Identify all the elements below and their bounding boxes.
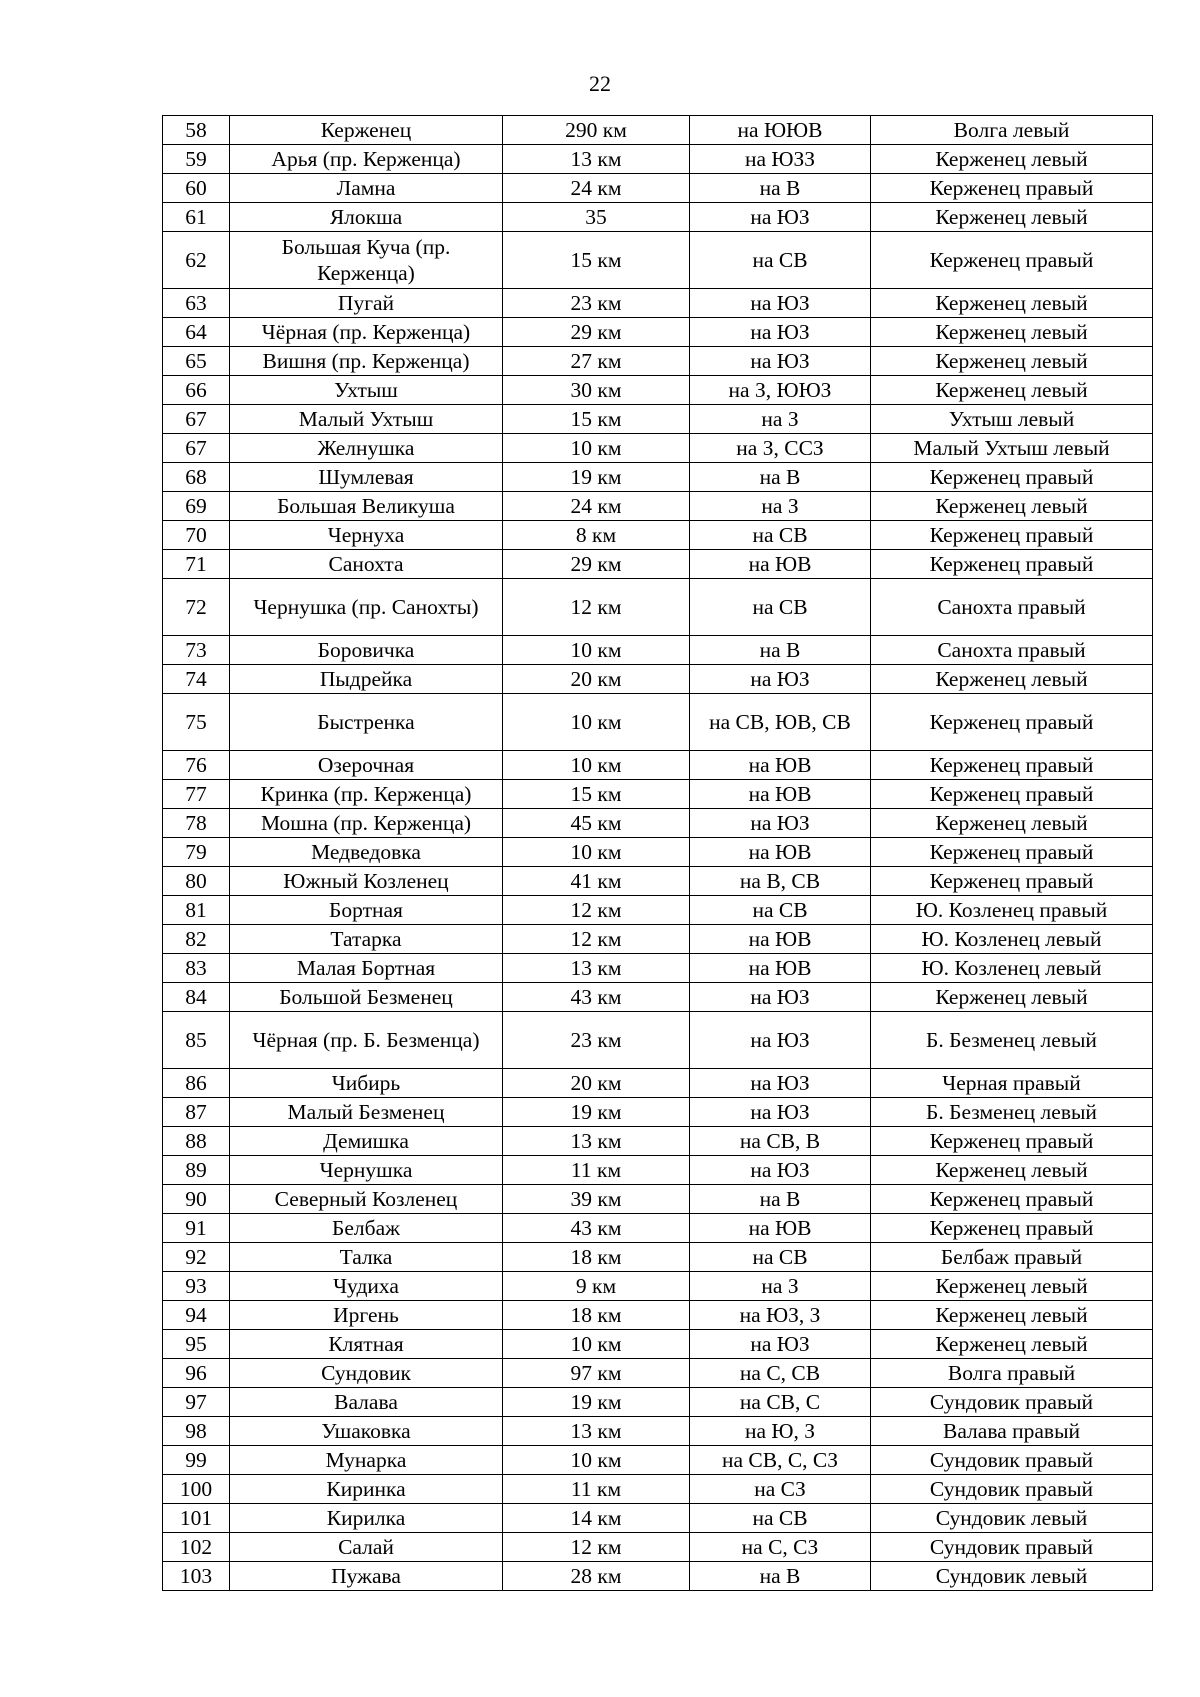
flow-direction-cell: на С, СЗ [690, 1533, 871, 1562]
table-row [163, 780, 1153, 809]
river-length-cell: 13 км [503, 145, 690, 174]
river-name-cell: Пужава [230, 1562, 503, 1591]
row-number-cell: 58 [163, 116, 230, 145]
river-name-cell: Ушаковка [230, 1417, 503, 1446]
table-row [163, 116, 1153, 145]
row-number-cell: 75 [163, 694, 230, 751]
flow-direction-cell: на СВ [690, 232, 871, 289]
row-number-cell: 94 [163, 1301, 230, 1330]
row-number-cell: 69 [163, 492, 230, 521]
river-name-cell: Керженец [230, 116, 503, 145]
river-name-cell: Татарка [230, 925, 503, 954]
table-row [163, 1301, 1153, 1330]
row-number-cell: 62 [163, 232, 230, 289]
mouth-bank-cell: Керженец правый [871, 838, 1153, 867]
river-name-cell: Демишка [230, 1127, 503, 1156]
river-length-cell: 23 км [503, 289, 690, 318]
river-length-cell: 11 км [503, 1475, 690, 1504]
river-length-cell: 9 км [503, 1272, 690, 1301]
flow-direction-cell: на СВ [690, 521, 871, 550]
mouth-bank-cell: Б. Безменец левый [871, 1012, 1153, 1069]
flow-direction-cell: на ЮЗ [690, 347, 871, 376]
row-number-cell: 73 [163, 636, 230, 665]
row-number-cell: 102 [163, 1533, 230, 1562]
river-length-cell: 29 км [503, 550, 690, 579]
table-row [163, 665, 1153, 694]
table-row [163, 145, 1153, 174]
table-row [163, 1185, 1153, 1214]
table-row [163, 1417, 1153, 1446]
river-name-cell: Талка [230, 1243, 503, 1272]
river-name-cell: Ламна [230, 174, 503, 203]
mouth-bank-cell: Керженец правый [871, 1214, 1153, 1243]
flow-direction-cell: на ЮВ [690, 925, 871, 954]
mouth-bank-cell: Волга левый [871, 116, 1153, 145]
mouth-bank-cell: Керженец правый [871, 463, 1153, 492]
mouth-bank-cell: Керженец левый [871, 809, 1153, 838]
row-number-cell: 92 [163, 1243, 230, 1272]
river-length-cell: 10 км [503, 434, 690, 463]
flow-direction-cell: на В [690, 1185, 871, 1214]
row-number-cell: 84 [163, 983, 230, 1012]
river-name-cell: Большая Великуша [230, 492, 503, 521]
river-name-cell: Малая Бортная [230, 954, 503, 983]
table-row [163, 1156, 1153, 1185]
row-number-cell: 80 [163, 867, 230, 896]
river-length-cell: 24 км [503, 174, 690, 203]
row-number-cell: 98 [163, 1417, 230, 1446]
flow-direction-cell: на ЮЗ [690, 1156, 871, 1185]
river-length-cell: 19 км [503, 1388, 690, 1417]
mouth-bank-cell: Санохта правый [871, 579, 1153, 636]
row-number-cell: 100 [163, 1475, 230, 1504]
row-number-cell: 79 [163, 838, 230, 867]
river-length-cell: 12 км [503, 579, 690, 636]
table-row [163, 1475, 1153, 1504]
river-name-cell: Чёрная (пр. Б. Безменца) [230, 1012, 503, 1069]
table-row [163, 954, 1153, 983]
river-length-cell: 29 км [503, 318, 690, 347]
river-length-cell: 18 км [503, 1243, 690, 1272]
table-row [163, 434, 1153, 463]
row-number-cell: 95 [163, 1330, 230, 1359]
row-number-cell: 93 [163, 1272, 230, 1301]
river-name-cell: Озерочная [230, 751, 503, 780]
river-name-cell: Мошна (пр. Керженца) [230, 809, 503, 838]
river-length-cell: 10 км [503, 636, 690, 665]
mouth-bank-cell: Керженец левый [871, 1330, 1153, 1359]
table-row [163, 838, 1153, 867]
flow-direction-cell: на З [690, 492, 871, 521]
flow-direction-cell: на В [690, 1562, 871, 1591]
river-length-cell: 35 [503, 203, 690, 232]
river-name-cell: Боровичка [230, 636, 503, 665]
table-row [163, 463, 1153, 492]
river-length-cell: 8 км [503, 521, 690, 550]
table-row [163, 376, 1153, 405]
row-number-cell: 77 [163, 780, 230, 809]
mouth-bank-cell: Керженец левый [871, 665, 1153, 694]
river-name-cell: Чибирь [230, 1069, 503, 1098]
mouth-bank-cell: Керженец левый [871, 347, 1153, 376]
row-number-cell: 65 [163, 347, 230, 376]
river-length-cell: 10 км [503, 1446, 690, 1475]
mouth-bank-cell: Сундовик левый [871, 1562, 1153, 1591]
table-row [163, 1069, 1153, 1098]
table-row [163, 867, 1153, 896]
river-length-cell: 15 км [503, 780, 690, 809]
mouth-bank-cell: Керженец левый [871, 203, 1153, 232]
mouth-bank-cell: Керженец правый [871, 867, 1153, 896]
flow-direction-cell: на СВ [690, 896, 871, 925]
river-length-cell: 28 км [503, 1562, 690, 1591]
row-number-cell: 61 [163, 203, 230, 232]
table-row [163, 232, 1153, 289]
river-name-cell: Киринка [230, 1475, 503, 1504]
river-name-cell: Ялокша [230, 203, 503, 232]
row-number-cell: 67 [163, 405, 230, 434]
river-name-cell: Валава [230, 1388, 503, 1417]
flow-direction-cell: на ЮЗ [690, 318, 871, 347]
river-length-cell: 10 км [503, 751, 690, 780]
river-name-cell: Северный Козленец [230, 1185, 503, 1214]
row-number-cell: 59 [163, 145, 230, 174]
mouth-bank-cell: Керженец левый [871, 983, 1153, 1012]
table-row [163, 896, 1153, 925]
row-number-cell: 81 [163, 896, 230, 925]
row-number-cell: 88 [163, 1127, 230, 1156]
flow-direction-cell: на ЮЗ [690, 1330, 871, 1359]
river-length-cell: 19 км [503, 463, 690, 492]
river-length-cell: 12 км [503, 1533, 690, 1562]
row-number-cell: 91 [163, 1214, 230, 1243]
flow-direction-cell: на ЮЗ [690, 203, 871, 232]
flow-direction-cell: на В, СВ [690, 867, 871, 896]
mouth-bank-cell: Керженец правый [871, 780, 1153, 809]
river-name-cell: Пугай [230, 289, 503, 318]
flow-direction-cell: на СВ, ЮВ, СВ [690, 694, 871, 751]
river-length-cell: 14 км [503, 1504, 690, 1533]
river-length-cell: 23 км [503, 1012, 690, 1069]
flow-direction-cell: на В [690, 463, 871, 492]
flow-direction-cell: на СЗ [690, 1475, 871, 1504]
river-name-cell: Санохта [230, 550, 503, 579]
flow-direction-cell: на ЮЗ [690, 289, 871, 318]
river-length-cell: 12 км [503, 925, 690, 954]
table-row [163, 289, 1153, 318]
mouth-bank-cell: Б. Безменец левый [871, 1098, 1153, 1127]
mouth-bank-cell: Керженец левый [871, 1156, 1153, 1185]
row-number-cell: 66 [163, 376, 230, 405]
river-name-cell: Бортная [230, 896, 503, 925]
rivers-table [162, 115, 1153, 1591]
river-name-cell: Быстренка [230, 694, 503, 751]
row-number-cell: 71 [163, 550, 230, 579]
mouth-bank-cell: Керженец правый [871, 694, 1153, 751]
flow-direction-cell: на З [690, 1272, 871, 1301]
mouth-bank-cell: Валава правый [871, 1417, 1153, 1446]
river-name-cell: Ухтыш [230, 376, 503, 405]
mouth-bank-cell: Санохта правый [871, 636, 1153, 665]
river-name-cell: Пыдрейка [230, 665, 503, 694]
row-number-cell: 83 [163, 954, 230, 983]
flow-direction-cell: на ЮЗ [690, 1012, 871, 1069]
mouth-bank-cell: Керженец левый [871, 492, 1153, 521]
river-name-cell: Чернушка [230, 1156, 503, 1185]
row-number-cell: 67 [163, 434, 230, 463]
flow-direction-cell: на СВ, С [690, 1388, 871, 1417]
table-row [163, 1214, 1153, 1243]
mouth-bank-cell: Ухтыш левый [871, 405, 1153, 434]
table-row [163, 1127, 1153, 1156]
flow-direction-cell: на З, ССЗ [690, 434, 871, 463]
river-length-cell: 41 км [503, 867, 690, 896]
mouth-bank-cell: Керженец левый [871, 376, 1153, 405]
mouth-bank-cell: Керженец правый [871, 1185, 1153, 1214]
flow-direction-cell: на В [690, 636, 871, 665]
row-number-cell: 87 [163, 1098, 230, 1127]
row-number-cell: 90 [163, 1185, 230, 1214]
flow-direction-cell: на ЮЗ [690, 665, 871, 694]
mouth-bank-cell: Керженец правый [871, 232, 1153, 289]
flow-direction-cell: на ЮВ [690, 751, 871, 780]
river-length-cell: 290 км [503, 116, 690, 145]
river-length-cell: 20 км [503, 1069, 690, 1098]
river-length-cell: 13 км [503, 1417, 690, 1446]
mouth-bank-cell: Сундовик правый [871, 1533, 1153, 1562]
row-number-cell: 85 [163, 1012, 230, 1069]
row-number-cell: 60 [163, 174, 230, 203]
river-length-cell: 19 км [503, 1098, 690, 1127]
table-row [163, 550, 1153, 579]
table-row [163, 347, 1153, 376]
table-row [163, 1012, 1153, 1069]
river-length-cell: 43 км [503, 1214, 690, 1243]
flow-direction-cell: на СВ [690, 579, 871, 636]
table-row [163, 751, 1153, 780]
table-row [163, 809, 1153, 838]
river-name-cell: Вишня (пр. Керженца) [230, 347, 503, 376]
river-name-cell: Сундовик [230, 1359, 503, 1388]
river-name-cell: Медведовка [230, 838, 503, 867]
row-number-cell: 86 [163, 1069, 230, 1098]
row-number-cell: 103 [163, 1562, 230, 1591]
row-number-cell: 89 [163, 1156, 230, 1185]
river-name-cell: Иргень [230, 1301, 503, 1330]
river-length-cell: 13 км [503, 1127, 690, 1156]
flow-direction-cell: на СВ [690, 1243, 871, 1272]
river-name-cell: Шумлевая [230, 463, 503, 492]
mouth-bank-cell: Сундовик правый [871, 1446, 1153, 1475]
river-name-cell: Желнушка [230, 434, 503, 463]
river-name-cell: Большая Куча (пр. Керженца) [230, 232, 503, 289]
row-number-cell: 76 [163, 751, 230, 780]
flow-direction-cell: на ЮЗ, З [690, 1301, 871, 1330]
river-length-cell: 11 км [503, 1156, 690, 1185]
page-number: 22 [589, 71, 611, 96]
flow-direction-cell: на СВ, С, СЗ [690, 1446, 871, 1475]
table-row [163, 405, 1153, 434]
mouth-bank-cell: Ю. Козленец левый [871, 954, 1153, 983]
row-number-cell: 78 [163, 809, 230, 838]
flow-direction-cell: на ЮЗ [690, 1069, 871, 1098]
river-length-cell: 15 км [503, 405, 690, 434]
river-name-cell: Белбаж [230, 1214, 503, 1243]
river-length-cell: 10 км [503, 1330, 690, 1359]
flow-direction-cell: на СВ, В [690, 1127, 871, 1156]
mouth-bank-cell: Волга правый [871, 1359, 1153, 1388]
table-row [163, 579, 1153, 636]
mouth-bank-cell: Керженец правый [871, 751, 1153, 780]
flow-direction-cell: на З [690, 405, 871, 434]
flow-direction-cell: на ЮВ [690, 780, 871, 809]
mouth-bank-cell: Керженец левый [871, 1272, 1153, 1301]
river-name-cell: Кринка (пр. Керженца) [230, 780, 503, 809]
table-row [163, 925, 1153, 954]
river-length-cell: 27 км [503, 347, 690, 376]
row-number-cell: 72 [163, 579, 230, 636]
flow-direction-cell: на С, СВ [690, 1359, 871, 1388]
table-row [163, 521, 1153, 550]
table-row [163, 694, 1153, 751]
river-length-cell: 97 км [503, 1359, 690, 1388]
mouth-bank-cell: Керженец правый [871, 174, 1153, 203]
river-length-cell: 15 км [503, 232, 690, 289]
table-row [163, 1533, 1153, 1562]
row-number-cell: 74 [163, 665, 230, 694]
table-row [163, 1359, 1153, 1388]
mouth-bank-cell: Керженец левый [871, 1301, 1153, 1330]
mouth-bank-cell: Белбаж правый [871, 1243, 1153, 1272]
river-name-cell: Чернушка (пр. Санохты) [230, 579, 503, 636]
table-row [163, 492, 1153, 521]
table-row [163, 203, 1153, 232]
table-row [163, 983, 1153, 1012]
flow-direction-cell: на СВ [690, 1504, 871, 1533]
river-name-cell: Клятная [230, 1330, 503, 1359]
river-length-cell: 10 км [503, 838, 690, 867]
river-length-cell: 39 км [503, 1185, 690, 1214]
table-row [163, 1243, 1153, 1272]
river-name-cell: Большой Безменец [230, 983, 503, 1012]
row-number-cell: 96 [163, 1359, 230, 1388]
row-number-cell: 82 [163, 925, 230, 954]
mouth-bank-cell: Сундовик правый [871, 1388, 1153, 1417]
river-name-cell: Малый Безменец [230, 1098, 503, 1127]
table-row [163, 1098, 1153, 1127]
river-name-cell: Кирилка [230, 1504, 503, 1533]
table-row [163, 1504, 1153, 1533]
row-number-cell: 68 [163, 463, 230, 492]
flow-direction-cell: на ЮВ [690, 954, 871, 983]
table-row [163, 1446, 1153, 1475]
river-name-cell: Малый Ухтыш [230, 405, 503, 434]
table-row [163, 318, 1153, 347]
river-length-cell: 18 км [503, 1301, 690, 1330]
row-number-cell: 97 [163, 1388, 230, 1417]
table-row [163, 636, 1153, 665]
river-length-cell: 20 км [503, 665, 690, 694]
row-number-cell: 70 [163, 521, 230, 550]
mouth-bank-cell: Сундовик правый [871, 1475, 1153, 1504]
river-name-cell: Чернуха [230, 521, 503, 550]
mouth-bank-cell: Малый Ухтыш левый [871, 434, 1153, 463]
row-number-cell: 64 [163, 318, 230, 347]
mouth-bank-cell: Керженец правый [871, 521, 1153, 550]
mouth-bank-cell: Черная правый [871, 1069, 1153, 1098]
table-row [163, 1562, 1153, 1591]
flow-direction-cell: на ЮВ [690, 1214, 871, 1243]
mouth-bank-cell: Ю. Козленец левый [871, 925, 1153, 954]
river-length-cell: 13 км [503, 954, 690, 983]
flow-direction-cell: на Ю, З [690, 1417, 871, 1446]
river-length-cell: 12 км [503, 896, 690, 925]
table-row [163, 174, 1153, 203]
river-length-cell: 43 км [503, 983, 690, 1012]
flow-direction-cell: на ЮЗ [690, 1098, 871, 1127]
river-name-cell: Арья (пр. Керженца) [230, 145, 503, 174]
mouth-bank-cell: Керженец левый [871, 318, 1153, 347]
river-length-cell: 10 км [503, 694, 690, 751]
row-number-cell: 101 [163, 1504, 230, 1533]
flow-direction-cell: на В [690, 174, 871, 203]
mouth-bank-cell: Сундовик левый [871, 1504, 1153, 1533]
river-name-cell: Чёрная (пр. Керженца) [230, 318, 503, 347]
flow-direction-cell: на ЮВ [690, 838, 871, 867]
river-name-cell: Мунарка [230, 1446, 503, 1475]
mouth-bank-cell: Ю. Козленец правый [871, 896, 1153, 925]
table-row [163, 1388, 1153, 1417]
river-name-cell: Салай [230, 1533, 503, 1562]
river-length-cell: 45 км [503, 809, 690, 838]
river-length-cell: 24 км [503, 492, 690, 521]
mouth-bank-cell: Керженец правый [871, 1127, 1153, 1156]
river-name-cell: Южный Козленец [230, 867, 503, 896]
flow-direction-cell: на ЮЗЗ [690, 145, 871, 174]
flow-direction-cell: на ЮВ [690, 550, 871, 579]
row-number-cell: 63 [163, 289, 230, 318]
flow-direction-cell: на ЮЗ [690, 809, 871, 838]
row-number-cell: 99 [163, 1446, 230, 1475]
flow-direction-cell: на ЮЗ [690, 983, 871, 1012]
table-row [163, 1272, 1153, 1301]
flow-direction-cell: на З, ЮЮЗ [690, 376, 871, 405]
river-length-cell: 30 км [503, 376, 690, 405]
river-name-cell: Чудиха [230, 1272, 503, 1301]
mouth-bank-cell: Керженец левый [871, 289, 1153, 318]
mouth-bank-cell: Керженец правый [871, 550, 1153, 579]
flow-direction-cell: на ЮЮВ [690, 116, 871, 145]
table-row [163, 1330, 1153, 1359]
rivers-table-body [163, 116, 1153, 1591]
mouth-bank-cell: Керженец левый [871, 145, 1153, 174]
